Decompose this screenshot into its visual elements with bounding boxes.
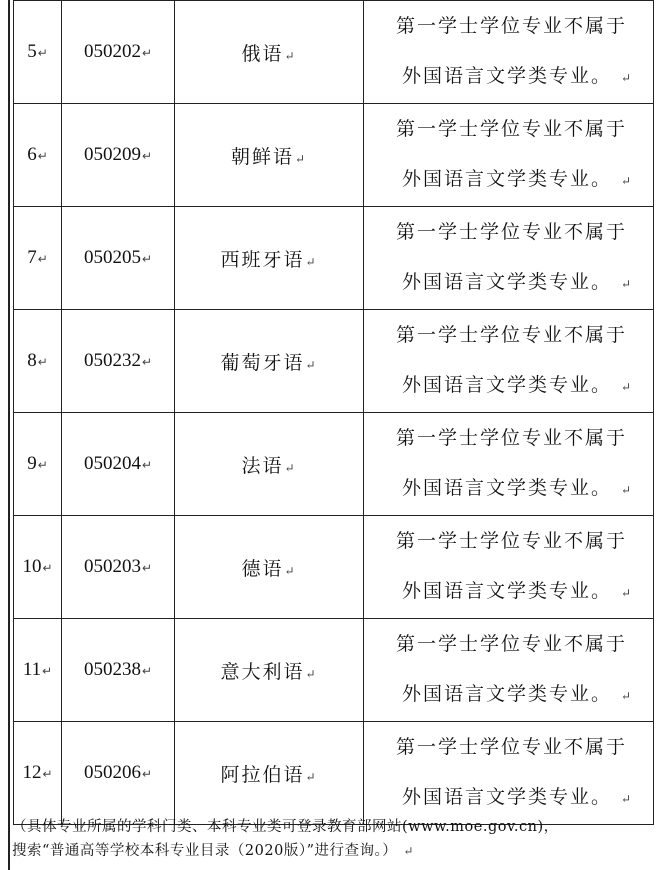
paragraph-mark-icon: ↵ <box>305 254 318 269</box>
note-line-2 <box>370 463 653 515</box>
major-name-cell-text: 法语 <box>241 454 284 477</box>
paragraph-mark-icon: ↵ <box>141 355 153 369</box>
footnote <box>12 815 652 863</box>
table-row <box>14 722 654 825</box>
major-name-cell <box>175 207 364 310</box>
table-row <box>14 207 654 310</box>
paragraph-mark-icon: ↵ <box>294 151 308 166</box>
note-cell <box>364 104 654 207</box>
paragraph-mark-icon: ↵ <box>42 561 53 575</box>
major-code-cell-text: 050209 <box>83 144 141 165</box>
row-number-cell-text: 9 <box>27 453 37 474</box>
row-number-cell-text: 8 <box>27 350 37 371</box>
note-line-2 <box>370 566 653 618</box>
majors-table <box>13 0 654 825</box>
paragraph-mark-icon: ↵ <box>141 664 153 678</box>
paragraph-mark-icon: ↵ <box>284 563 297 578</box>
table-row <box>14 413 654 516</box>
note-cell <box>364 619 654 722</box>
paragraph-mark-icon: ↵ <box>37 458 48 472</box>
note-line-2-text: 外国语言文学类专业。 <box>401 477 612 499</box>
major-code-cell <box>62 1 175 104</box>
table-body <box>14 1 654 825</box>
paragraph-mark-icon: ↵ <box>37 252 48 266</box>
paragraph-mark-icon: ↵ <box>284 48 297 63</box>
row-number-cell-text: 6 <box>27 144 37 165</box>
major-name-cell <box>175 104 364 207</box>
note-line-1: 第一学士学位专业不属于 <box>395 633 627 655</box>
major-code-cell-text: 050206 <box>83 762 141 783</box>
note-cell <box>364 413 654 516</box>
note-line-2 <box>370 360 653 412</box>
major-name-cell-text: 阿拉伯语 <box>220 763 305 786</box>
note-line-2-text: 外国语言文学类专业。 <box>401 168 612 190</box>
paragraph-mark-icon: ↵ <box>37 355 48 369</box>
paragraph-mark-icon: ↵ <box>621 792 634 806</box>
major-code-cell <box>62 516 175 619</box>
major-name-cell-text: 意大利语 <box>220 660 305 683</box>
note-line-2-text: 外国语言文学类专业。 <box>401 786 612 808</box>
note-line-1: 第一学士学位专业不属于 <box>395 736 627 758</box>
major-code-cell-text: 050204 <box>83 453 141 474</box>
paragraph-mark-icon: ↵ <box>621 586 634 600</box>
note-cell <box>364 207 654 310</box>
major-code-cell-text: 050238 <box>83 659 141 680</box>
note-line-1: 第一学士学位专业不属于 <box>395 118 627 140</box>
major-name-cell <box>175 619 364 722</box>
major-name-cell-text: 德语 <box>241 557 284 580</box>
major-name-cell <box>175 722 364 825</box>
major-name-cell-text: 俄语 <box>241 42 284 65</box>
row-number-cell <box>14 619 62 722</box>
paragraph-mark-icon: ↵ <box>141 252 153 266</box>
major-code-cell <box>62 104 175 207</box>
paragraph-mark-icon: ↵ <box>305 666 318 681</box>
major-code-cell-text: 050232 <box>83 350 141 371</box>
row-number-cell <box>14 310 62 413</box>
paragraph-mark-icon: ↵ <box>621 380 634 394</box>
major-code-cell <box>62 722 175 825</box>
paragraph-mark-icon: ↵ <box>42 767 53 781</box>
row-number-cell <box>14 207 62 310</box>
table-row <box>14 1 654 104</box>
paragraph-mark-icon: ↵ <box>284 460 297 475</box>
table-row <box>14 516 654 619</box>
row-number-cell-text: 12 <box>22 762 42 783</box>
paragraph-mark-icon: ↵ <box>141 458 153 472</box>
major-code-cell <box>62 413 175 516</box>
paragraph-mark-icon: ↵ <box>403 844 414 858</box>
row-number-cell <box>14 722 62 825</box>
row-number-cell-text: 7 <box>27 247 37 268</box>
note-line-2 <box>370 154 653 206</box>
note-line-1: 第一学士学位专业不属于 <box>395 324 627 346</box>
paragraph-mark-icon: ↵ <box>141 767 153 781</box>
major-name-cell-text: 西班牙语 <box>220 248 305 271</box>
row-number-cell-text: 5 <box>27 41 37 62</box>
note-line-1: 第一学士学位专业不属于 <box>395 15 627 37</box>
major-name-cell <box>175 516 364 619</box>
note-line-2-text: 外国语言文学类专业。 <box>401 374 612 396</box>
row-number-cell-text: 10 <box>22 556 42 577</box>
note-cell <box>364 722 654 825</box>
table-row <box>14 310 654 413</box>
row-number-cell <box>14 1 62 104</box>
note-line-2-text: 外国语言文学类专业。 <box>401 271 612 293</box>
table-row <box>14 619 654 722</box>
note-line-1: 第一学士学位专业不属于 <box>395 221 627 243</box>
paragraph-mark-icon: ↵ <box>621 277 634 291</box>
footnote-line-2: 搜索“普通高等学校本科专业目录（2020版）”进行查询。） ↵ <box>12 843 414 859</box>
paragraph-mark-icon: ↵ <box>141 149 153 163</box>
major-code-cell <box>62 619 175 722</box>
major-code-cell-text: 050202 <box>83 41 141 62</box>
note-line-2-text: 外国语言文学类专业。 <box>401 580 612 602</box>
note-line-1: 第一学士学位专业不属于 <box>395 530 627 552</box>
note-line-2-text: 外国语言文学类专业。 <box>401 683 612 705</box>
footnote-line-1: （具体专业所属的学科门类、本科专业类可登录教育部网站(www.moe.gov.cn)， <box>12 819 559 835</box>
page-left-rule <box>8 0 10 870</box>
note-cell <box>364 516 654 619</box>
paragraph-mark-icon: ↵ <box>37 46 48 60</box>
row-number-cell-text: 11 <box>22 659 42 680</box>
note-cell <box>364 1 654 104</box>
major-name-cell <box>175 1 364 104</box>
major-name-cell-text: 朝鲜语 <box>230 145 294 168</box>
note-line-1: 第一学士学位专业不属于 <box>395 427 627 449</box>
note-line-2-text: 外国语言文学类专业。 <box>401 65 612 87</box>
note-line-2 <box>370 257 653 309</box>
row-number-cell <box>14 413 62 516</box>
major-name-cell <box>175 310 364 413</box>
paragraph-mark-icon: ↵ <box>141 46 153 60</box>
paragraph-mark-icon: ↵ <box>621 483 634 497</box>
paragraph-mark-icon: ↵ <box>37 149 48 163</box>
major-code-cell-text: 050203 <box>83 556 141 577</box>
paragraph-mark-icon: ↵ <box>621 174 634 188</box>
table-row <box>14 104 654 207</box>
major-name-cell-text: 葡萄牙语 <box>220 351 305 374</box>
note-cell <box>364 310 654 413</box>
paragraph-mark-icon: ↵ <box>42 664 53 678</box>
row-number-cell <box>14 104 62 207</box>
note-line-2 <box>370 669 653 721</box>
major-code-cell <box>62 207 175 310</box>
paragraph-mark-icon: ↵ <box>621 71 634 85</box>
paragraph-mark-icon: ↵ <box>621 689 634 703</box>
paragraph-mark-icon: ↵ <box>141 561 153 575</box>
paragraph-mark-icon: ↵ <box>305 769 318 784</box>
row-number-cell <box>14 516 62 619</box>
major-code-cell <box>62 310 175 413</box>
major-code-cell-text: 050205 <box>83 247 141 268</box>
paragraph-mark-icon: ↵ <box>305 357 318 372</box>
major-name-cell <box>175 413 364 516</box>
note-line-2 <box>370 51 653 103</box>
